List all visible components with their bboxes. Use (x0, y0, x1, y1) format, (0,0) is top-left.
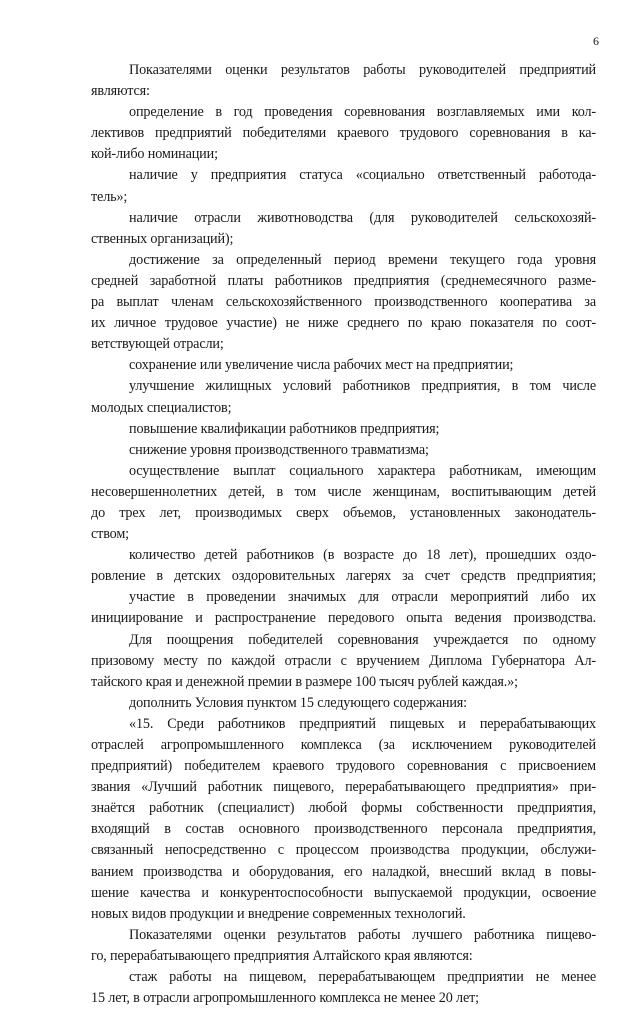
text-line: достижение за определенный период времени текущего года уровня (129, 251, 596, 268)
text-line: тайского края и денежной премии в размере 100 тысяч рублей каждая.»; (91, 673, 518, 690)
text-line: наличие у предприятия статуса «социально ответственный работода- (129, 167, 596, 184)
text-line: количество детей работников (в возрасте до 18 лет), прошедших оздо- (129, 547, 596, 564)
text-line: определение в год проведения соревнования возглавляемых ими кол- (129, 104, 596, 121)
text-line: 15 лет, в отрасли агропромышленного комплекса не менее 20 лет; (91, 990, 479, 1007)
text-line: ством; (91, 526, 129, 543)
text-line: их личное трудовое участие) не ниже среднего по краю показателя по соот- (91, 315, 596, 332)
text-line: го, перерабатывающего предприятия Алтайского края являются: (91, 947, 473, 964)
text-line: входящий в состав основного производственного персонала предприятия, (91, 821, 596, 838)
text-line: шение качества и конкурентоспособности выпускаемой продукции, освоение (91, 884, 596, 901)
text-line: средней заработной платы работников предприятия (среднемесячного разме- (91, 272, 596, 289)
text-line: звания «Лучший работник пищевого, перерабатывающего предприятия» при- (91, 779, 596, 796)
text-line: осуществление выплат социального характера работникам, имеющим (129, 462, 596, 479)
text-line: кой-либо номинации; (91, 146, 218, 163)
text-line: ра выплат членам сельскохозяйственного производственного кооператива за (91, 294, 596, 311)
text-line: ветствующей отрасли; (91, 336, 224, 353)
text-line: снижение уровня производственного травматизма; (129, 441, 429, 458)
text-line: Для поощрения победителей соревнования учреждается по одному (129, 631, 596, 648)
body-text (91, 60, 596, 1009)
text-line: знаётся работник (специалист) любой формы собственности предприятия, (91, 800, 596, 817)
text-line: наличие отрасли животноводства (для руководителей сельскохозяй- (129, 209, 596, 226)
text-line: несовершеннолетних детей, в том числе женщинам, воспитывающим детей (91, 483, 596, 500)
text-line: до трех лет, производимых сверх объемов, установленных законодатель- (91, 504, 596, 521)
text-line: Показателями оценки результатов работы лучшего работника пищево- (129, 926, 596, 943)
text-line: тель»; (91, 188, 128, 205)
text-line: отраслей агропромышленного комплекса (за исключением руководителей (91, 737, 596, 753)
text-line: инициирование и распространение передового опыта ведения производства. (91, 610, 596, 627)
text-line: связанный непосредственно с процессом производства продукции, обслужи- (91, 842, 596, 859)
text-line: Показателями оценки результатов работы руководителей предприятий (129, 62, 596, 78)
text-line: участие в проведении значимых для отрасли мероприятий либо их (129, 589, 596, 606)
page-number: 6 (593, 34, 599, 48)
text-line: ванием производства и оборудования, его наладкой, внесший вклад в повы- (91, 863, 596, 880)
text-line: улучшение жилищных условий работников предприятия, в том числе (129, 378, 596, 395)
text-line: повышение квалификации работников предприятия; (129, 420, 440, 437)
text-line: ственных организаций); (91, 230, 234, 247)
text-line: являются: (91, 83, 150, 100)
text-line: стаж работы на пищевом, перерабатывающем предприятии не менее (129, 969, 596, 986)
text-line: сохранение или увеличение числа рабочих мест на предприятии; (129, 357, 514, 374)
text-line: лективов предприятий победителями краевого трудового соревнования в ка- (91, 125, 596, 142)
text-line: новых видов продукции и внедрение современных технологий. (91, 905, 466, 922)
text-line: ровление в детских оздоровительных лагерях за счет средств предприятия; (91, 568, 596, 585)
text-line: призовому месту по каждой отрасли с вручением Диплома Губернатора Ал- (91, 652, 596, 669)
text-line: предприятий) победителем краевого трудового соревнования с присвоением (91, 758, 596, 775)
text-line: «15. Среди работников предприятий пищевых и перерабатывающих (129, 715, 596, 732)
text-line: дополнить Условия пунктом 15 следующего содержания: (129, 694, 467, 711)
text-line: молодых специалистов; (91, 399, 232, 416)
